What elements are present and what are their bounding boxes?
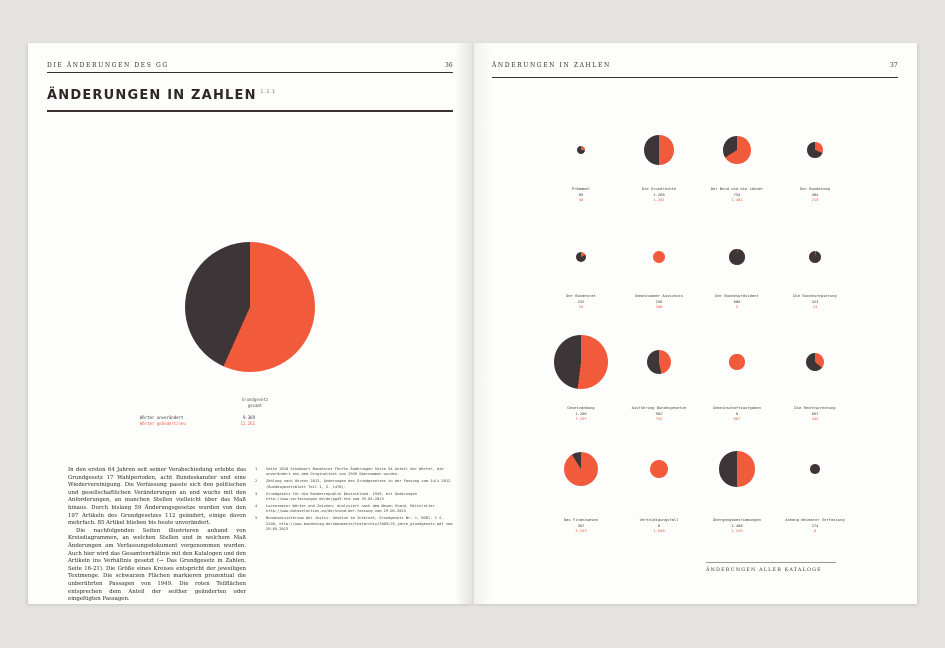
footnote [255,516,455,532]
legend-value: 9.369 [242,415,255,420]
footnote-number: 5 [255,516,258,521]
catalog-name: Der Bundesrat [566,293,596,298]
catalog-name: Präambel [571,186,591,191]
catalog-unchanged: 1.268 [653,191,665,197]
footer-rule [706,562,836,563]
catalog-changed: 13 [812,304,818,310]
body-paragraph: In den ersten 64 Jahren seit seiner Verabschiedung erlebte das Grundgesetz 17 Wahlperioden, acht Bundeskanzler und eine Wiedervereinigung. Die Verfassung passte sich den politischen und gesellschaftlichen Veränderungen an und wuchs mit den Anforderungen, an manchen Stellen vielleicht über das Maß hinaus. Durch bislang 59 Änderungsgesetze wurden von den 197 Artikeln des Grundgesetzes 112 geändert, einige davon mehrfach. 85 Artikel blieben bis heute unverändert. [68,467,246,527]
catalog-label [776,517,854,534]
catalog-unchanged: 1.286 [575,410,587,416]
catalog-pie [719,451,754,486]
catalog-label [542,186,620,203]
catalog-name: Die Rechtsprechung [794,405,836,410]
catalog-unchanged: 686 [733,298,741,304]
legend-value: 12.261 [240,421,255,426]
catalog-pie [723,136,751,164]
catalog-label [698,186,776,203]
catalog-label [698,517,776,534]
catalog-name: Gesetzgebung [567,405,595,410]
footnote [255,467,455,478]
footnote-number: 2 [255,479,258,484]
catalog-name: Das Finanzwesen [563,517,599,522]
big-chart-legend [140,415,255,427]
catalog-unchanged: 754 [733,191,741,197]
catalog-name: Der Bund und die Länder [710,186,764,191]
footnote-text: Zählung nach Ahrens 2013, Änderungen des Grundgesetzes in der Fassung vom Juli 2012 (Bundesgesetzblatt Teil I, S. 1478). [266,479,451,489]
page-title [47,88,276,103]
body-paragraph: Die nachfolgenden Seiten illustrieren anhand von Kreisdiagrammen, an welchen Stellen und in welchem Maß Änderungen am Verfassungsdokument vorgenommen wurden. Auch hier wird das Gesamtverhältnis mit den Katalogen und den Artikeln ins Verhältnis gesetzt (→ Das Grundgesetz in Zahlen, Seite 16-21). Die Größe eines Kreises entspricht der jeweiligen Textmenge. Die schwarzen Flächen markieren prozentual die unberührten Passagen von 1949. Die roten Teilflächen entsprechen dem Anteil der seither geänderten oder eingefügten Passagen. [68,527,246,603]
catalog-label [620,186,698,203]
catalog-changed: 1.481 [731,197,743,203]
catalog-name: Die Bundesregierung [793,293,837,298]
catalog-unchanged: 667 [811,410,819,416]
catalog-changed: 1.281 [653,197,665,203]
catalog-label [542,405,620,422]
footnote-number: 4 [255,503,258,508]
body-text [68,467,246,604]
footnote [255,479,455,490]
catalog-name: Ausführung Bundesgesetze [631,405,687,410]
footnote-text: Grundgesetz für die Bundesrepublik Deutschland. 1949, mit Änderungen http://www.verfassungen.de/de/gg49.htm vom 29.05.2013 [266,491,417,502]
big-pie-chart [185,242,315,372]
catalog-unchanged: 307 [577,522,585,528]
catalog-unchanged: 256 [655,298,663,304]
catalog-changed: 7.297 [575,416,587,422]
catalog-pie [554,335,608,389]
catalog-name: Die Grundrechte [641,186,677,191]
left-running-head: DIE ÄNDERUNGEN DES GG [47,62,169,69]
legend-label: Wörter unverändert [140,415,184,420]
footnote-number: 3 [255,491,258,496]
page-title-ref: 1.2.1 [260,89,276,94]
catalog-pie [644,135,673,164]
footnotes [255,467,455,534]
catalog-label [776,186,854,203]
catalog-name: Der Bundespräsident [715,293,759,298]
catalog-name: Gemeinschaftsaufgaben [712,405,761,410]
catalog-unchanged: 274 [811,522,819,528]
catalog-unchanged: 2.408 [731,522,743,528]
catalog-changed: 5 [735,304,739,310]
right-header-rule [492,77,898,78]
catalog-unchanged: 252 [577,298,585,304]
left-page-number: 36 [445,62,453,69]
catalog-changed: 345 [811,416,819,422]
footnote-text: Seite 2018 Schubbart Bundesrat Fünfte Änderungen Seite 54 Anteil der Wörter, die unverändert aus dem Originaltext von 1949 übernommen wurden. [266,467,444,477]
catalog-changed: 1.219 [731,528,743,534]
catalog-changed: 30 [578,197,584,203]
catalog-pie [729,354,744,369]
title-rule [47,110,453,112]
catalog-changed: 3.253 [575,528,587,534]
page-title-text: ÄNDERUNGEN IN ZAHLEN [47,88,257,103]
catalog-pie [577,146,585,154]
catalog-label [620,405,698,422]
catalog-label [620,517,698,534]
catalog-changed: 219 [811,197,819,203]
catalog-label [776,293,854,310]
catalog-changed: 0 [813,528,817,534]
catalog-changed: 792 [655,416,663,422]
catalog-pie [809,251,821,263]
right-page-number: 37 [890,62,898,69]
catalog-name: Anhang Weimarer Verfassung [785,517,845,522]
catalog-pie [807,142,822,157]
catalog-label [620,293,698,310]
left-header-rule [47,72,453,73]
catalog-name: Übergangsbestimmungen [712,517,761,522]
catalog-changed: 1.030 [653,528,665,534]
catalog-label [776,405,854,422]
catalog-name: Verteidigungsfall [639,517,679,522]
catalog-pie [647,350,671,374]
catalog-unchanged: 423 [811,298,819,304]
catalog-changed: 55 [578,304,584,310]
legend-label: Wörter geändert/neu [140,421,186,426]
legend-row-changed [140,421,255,427]
catalog-unchanged: 484 [811,191,819,197]
catalog-pie [810,464,820,474]
catalog-unchanged: 0 [735,410,739,416]
footer-label: ÄNDERUNGEN ALLER KATALOGE [706,568,822,573]
catalog-name: Der Bundestag [800,186,830,191]
catalog-unchanged: 85 [578,191,584,197]
right-running-head: ÄNDERUNGEN IN ZAHLEN [492,62,611,69]
catalog-pie [729,249,744,264]
catalog-label [542,293,620,310]
footnote-text: Lorenzmeier Wörter und Zeichen; Analysiert nach dem Neuen Stand, Mittelalter http://www.dataselection.eu/de/stand-der-fassung vom 29.05.2013 [266,503,435,514]
footnote-text: Bundesministerium der Justiz: Gesetze im Internet, Grundgesetz Nr. 1, BGBl. I S. 2248, http://www.bundestag.de/dokumente/textarchiv/2009/25_jahre_grundgesetz.pdf vom 29.05.2013 [266,516,453,532]
catalog-changed: 687 [733,416,741,422]
catalog-label [542,517,620,534]
footnote [255,492,455,503]
footnote-number: 1 [255,467,258,471]
catalog-label [698,405,776,422]
footnote [255,504,455,515]
catalog-changed: 200 [655,304,663,310]
catalog-unchanged: 0 [657,522,661,528]
catalog-unchanged: 902 [655,410,663,416]
big-chart-caption: Grundgesetz gesamt [241,397,269,408]
catalog-name: Gemeinsamer Ausschuss [634,293,683,298]
catalog-label [698,293,776,310]
